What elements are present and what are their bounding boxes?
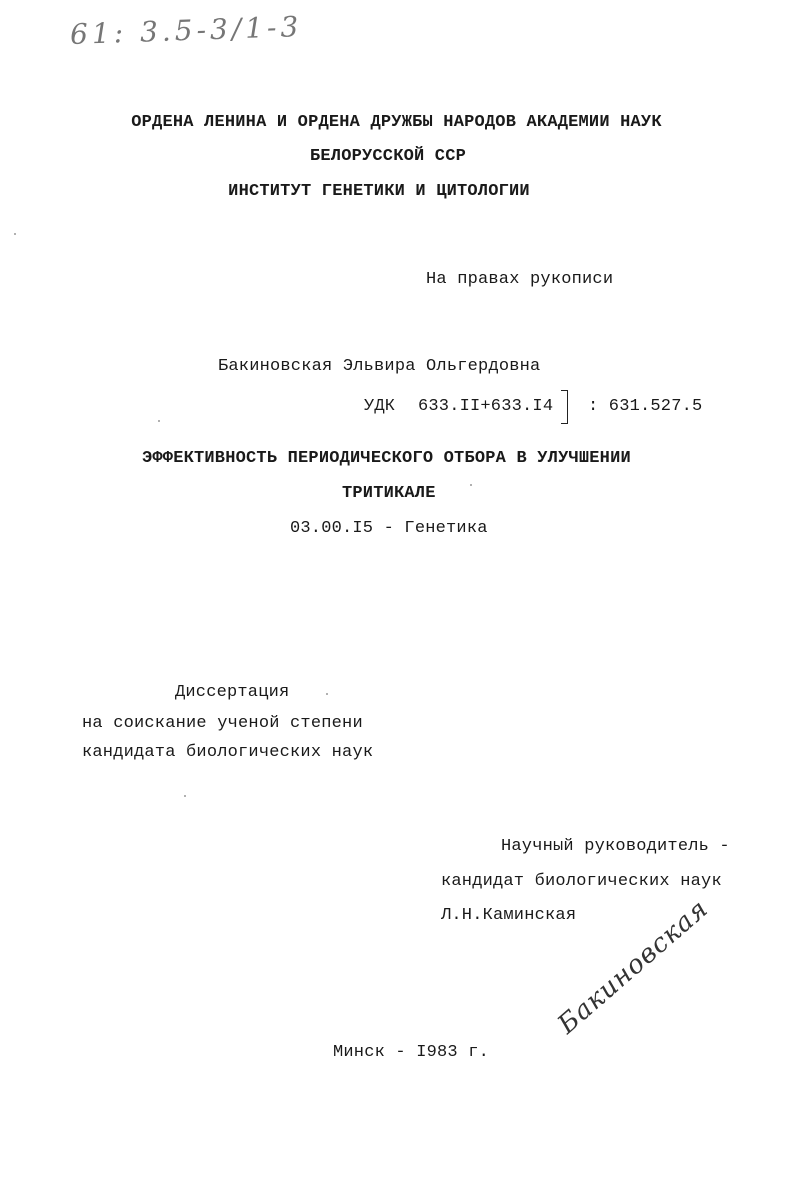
- institution-line-3: ИНСТИТУТ ГЕНЕТИКИ И ЦИТОЛОГИИ: [228, 182, 530, 201]
- supervisor-line-1: Научный руководитель -: [501, 837, 730, 856]
- title-line-1: ЭФФЕКТИВНОСТЬ ПЕРИОДИЧЕСКОГО ОТБОРА В УЛУЧШЕНИИ: [142, 449, 631, 468]
- supervisor-line-2: кандидат биологических наук: [441, 872, 722, 891]
- dissertation-line-3: кандидата биологических наук: [82, 743, 374, 762]
- dissertation-line-2: на соискание ученой степени: [82, 714, 363, 733]
- institution-line-2: БЕЛОРУССКОЙ ССР: [309, 147, 467, 166]
- place-year: Минск - I983 г.: [333, 1043, 490, 1062]
- paper-speck: [184, 795, 186, 797]
- udk-prefix: УДК: [364, 397, 396, 416]
- paper-speck: [14, 233, 16, 235]
- supervisor-line-3: Л.Н.Каминская: [441, 906, 577, 925]
- author-name: Бакиновская Эльвира Ольгердовна: [218, 357, 541, 376]
- manuscript-rights: На правах рукописи: [426, 270, 614, 289]
- udk-bracket: [561, 390, 568, 424]
- title-line-2: ТРИТИКАЛЕ: [342, 484, 436, 503]
- handwritten-signature: Бакиновская: [552, 893, 715, 1040]
- paper-speck: [326, 693, 328, 695]
- specialty: 03.00.I5 - Генетика: [290, 519, 488, 538]
- paper-speck: [470, 484, 472, 486]
- institution-line-1: ОРДЕНА ЛЕНИНА И ОРДЕНА ДРУЖБЫ НАРОДОВ АКАДЕМИИ НАУК: [131, 113, 662, 132]
- udk-codes: 633.II+633.I4: [418, 397, 554, 416]
- paper-speck: [158, 420, 160, 422]
- dissertation-line-1: Диссертация: [175, 683, 290, 702]
- handwritten-archive-note: 61: 3.5-3/1-3: [69, 9, 303, 52]
- udk-tail: : 631.527.5: [588, 397, 703, 416]
